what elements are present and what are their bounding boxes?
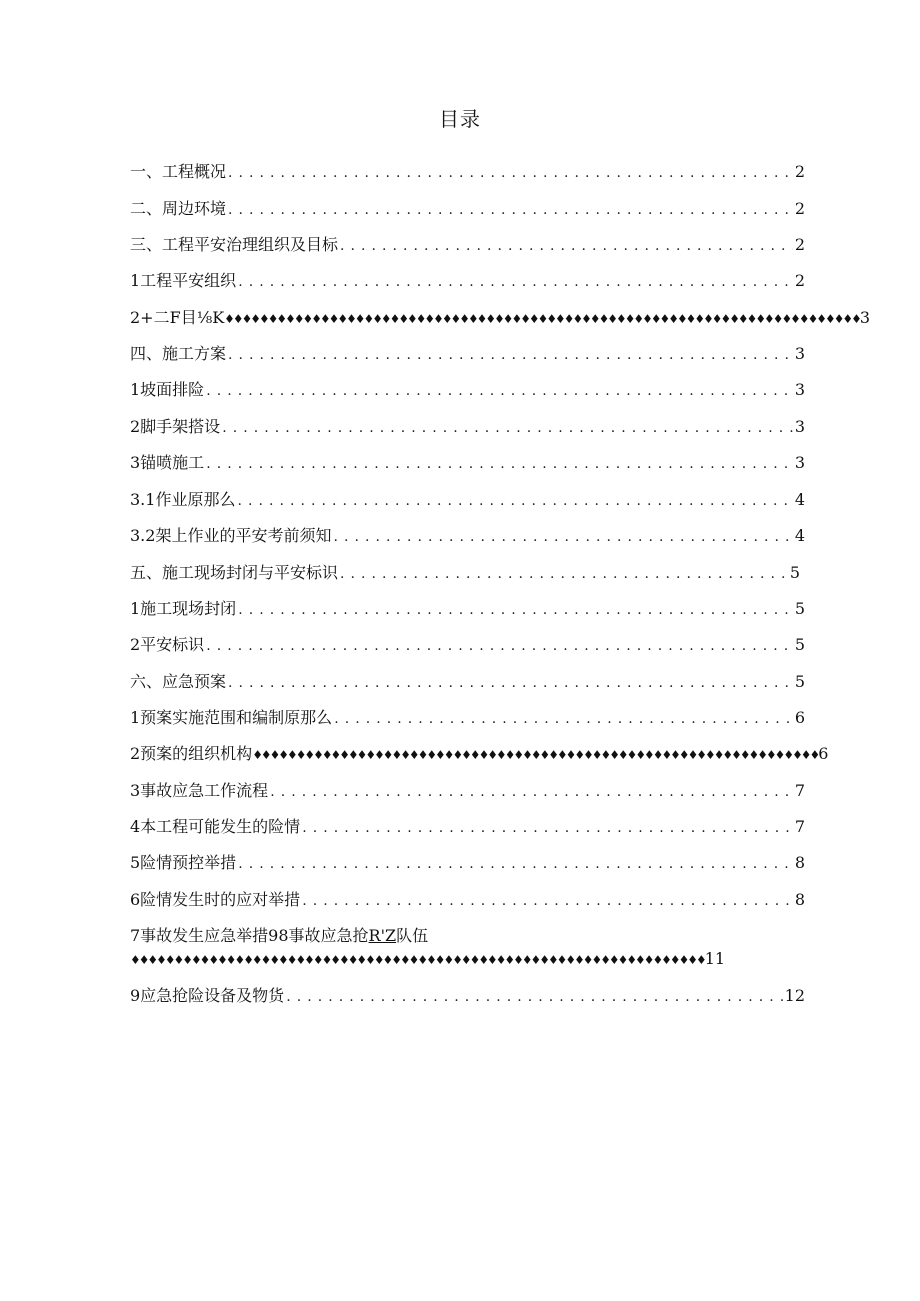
toc-entry-page: 3 — [794, 417, 805, 436]
toc-entry[interactable] — [130, 452, 805, 474]
toc-entry-label: 7事故发生应急举措98事故应急抢 — [130, 926, 369, 945]
toc-entry-garbled[interactable] — [130, 307, 870, 329]
toc-entry-label: 3.2架上作业的平安考前须知 — [130, 526, 332, 545]
toc-entry-page: 5 — [789, 563, 800, 582]
toc-entry-label: 2脚手架搭设 — [130, 417, 221, 436]
toc-entry[interactable] — [130, 379, 805, 401]
toc-entry-page: 4 — [794, 526, 805, 545]
toc-entry-label: 3.1作业原那么 — [130, 490, 236, 509]
toc-entry-page: 7 — [794, 817, 805, 836]
dot-leader — [206, 453, 793, 475]
toc-entry[interactable] — [130, 562, 800, 584]
toc-entry[interactable] — [130, 671, 805, 693]
toc-entry-page: 12 — [784, 986, 805, 1005]
toc-entry-page: 6 — [794, 708, 805, 727]
toc-entry[interactable] — [130, 780, 805, 802]
toc-entry[interactable] — [130, 416, 805, 438]
toc-entry-page: 4 — [794, 490, 805, 509]
dot-leader — [333, 526, 792, 548]
dot-leader — [286, 986, 782, 1008]
toc-entry-label: 三、工程平安治理组织及目标 — [130, 235, 339, 254]
dot-leader — [238, 271, 793, 293]
toc-entry-label: 3事故应急工作流程 — [130, 781, 269, 800]
toc-entry-page: 3 — [794, 380, 805, 399]
toc-entry[interactable] — [130, 489, 805, 511]
dot-leader — [238, 599, 793, 621]
toc-entry[interactable] — [130, 161, 805, 183]
toc-entry-label: 1施工现场封闭 — [130, 599, 237, 618]
toc-entry[interactable] — [130, 270, 805, 292]
dot-leader — [238, 853, 793, 875]
toc-entry-garbled-line1[interactable] — [130, 925, 428, 947]
toc-entry-page: 3 — [859, 308, 871, 327]
toc-entry[interactable] — [130, 889, 805, 911]
dot-leader — [302, 817, 793, 839]
dot-leader — [340, 563, 788, 585]
dot-leader — [206, 635, 793, 657]
toc-entry-page: 2 — [794, 235, 805, 254]
toc-entry-label: 1预案实施范围和编制原那么 — [130, 708, 333, 727]
toc-entry-label: 2预案的组织机构 — [130, 744, 253, 763]
toc-entry-label: 3锚喷施工 — [130, 453, 205, 472]
toc-entry-garbled[interactable] — [130, 743, 828, 765]
toc-entry-label: 2平安标识 — [130, 635, 205, 654]
toc-entry-page: 2 — [794, 199, 805, 218]
toc-entry[interactable] — [130, 816, 805, 838]
toc-entry-page: 3 — [794, 344, 805, 363]
toc-entry-label-garbled: R'Z — [368, 926, 397, 945]
dot-leader — [228, 199, 793, 221]
dot-leader — [222, 417, 793, 439]
toc-entry-label: 1坡面排险 — [130, 380, 205, 399]
toc-entry-page: 5 — [794, 672, 805, 691]
dot-leader — [237, 490, 792, 512]
toc-entry-page: 8 — [794, 853, 805, 872]
toc-entry-label: 六、应急预案 — [130, 672, 227, 691]
dot-leader — [270, 781, 793, 803]
toc-entry[interactable] — [130, 198, 805, 220]
diamond-leader: ♦♦♦♦♦♦♦♦♦♦♦♦♦♦♦♦♦♦♦♦♦♦♦♦♦♦♦♦♦♦♦♦♦♦♦♦♦♦♦♦♦♦♦♦♦♦♦♦♦♦♦♦♦♦♦♦♦♦♦♦♦♦♦♦♦ — [252, 748, 819, 762]
toc-entry[interactable] — [130, 525, 805, 547]
dot-leader — [228, 344, 793, 366]
dot-leader — [206, 380, 793, 402]
dot-leader — [334, 708, 793, 730]
toc-entry[interactable] — [130, 343, 805, 365]
toc-entry-label: 2+二F目⅛K — [130, 308, 225, 327]
toc-entry-garbled-line2[interactable] — [130, 948, 725, 970]
toc-entry[interactable] — [130, 634, 805, 656]
toc-entry-page: 11 — [704, 949, 726, 968]
diamond-leader: ♦♦♦♦♦♦♦♦♦♦♦♦♦♦♦♦♦♦♦♦♦♦♦♦♦♦♦♦♦♦♦♦♦♦♦♦♦♦♦♦♦♦♦♦♦♦♦♦♦♦♦♦♦♦♦♦♦♦♦♦♦♦♦♦♦♦♦♦♦♦♦♦♦ — [224, 312, 860, 326]
toc-entry-page: 7 — [794, 781, 805, 800]
toc-entry-label: 队伍 — [396, 926, 429, 945]
diamond-leader: ♦♦♦♦♦♦♦♦♦♦♦♦♦♦♦♦♦♦♦♦♦♦♦♦♦♦♦♦♦♦♦♦♦♦♦♦♦♦♦♦♦♦♦♦♦♦♦♦♦♦♦♦♦♦♦♦♦♦♦♦♦♦♦♦♦♦ — [130, 953, 705, 967]
toc-entry-label: 一、工程概况 — [130, 162, 227, 181]
toc-entry-label: 9应急抢险设备及物货 — [130, 986, 285, 1005]
toc-entry-label: 1工程平安组织 — [130, 271, 237, 290]
toc-entry-label: 6险情发生时的应对举措 — [130, 890, 301, 909]
toc-entry-label: 四、施工方案 — [130, 344, 227, 363]
toc-entry-label: 五、施工现场封闭与平安标识 — [130, 563, 339, 582]
toc-entry-page: 6 — [818, 744, 829, 763]
toc-entry-page: 2 — [794, 271, 805, 290]
dot-leader — [340, 235, 793, 257]
page-title: 目录 — [439, 107, 481, 131]
toc-entry-label: 5险情预控举措 — [130, 853, 237, 872]
toc-entry-label: 4本工程可能发生的险情 — [130, 817, 301, 836]
toc-entry-page: 5 — [794, 599, 805, 618]
toc-entry-page: 8 — [794, 890, 805, 909]
toc-entry[interactable] — [130, 707, 805, 729]
dot-leader — [302, 890, 793, 912]
toc-entry[interactable] — [130, 985, 805, 1007]
toc-entry[interactable] — [130, 598, 805, 620]
toc-entry-page: 5 — [794, 635, 805, 654]
dot-leader — [228, 162, 793, 184]
toc-entry-label: 二、周边环境 — [130, 199, 227, 218]
toc-entry-page: 2 — [794, 162, 805, 181]
toc-entry-page: 3 — [794, 453, 805, 472]
toc-entry[interactable] — [130, 234, 805, 256]
toc-entry[interactable] — [130, 852, 805, 874]
dot-leader — [228, 672, 793, 694]
